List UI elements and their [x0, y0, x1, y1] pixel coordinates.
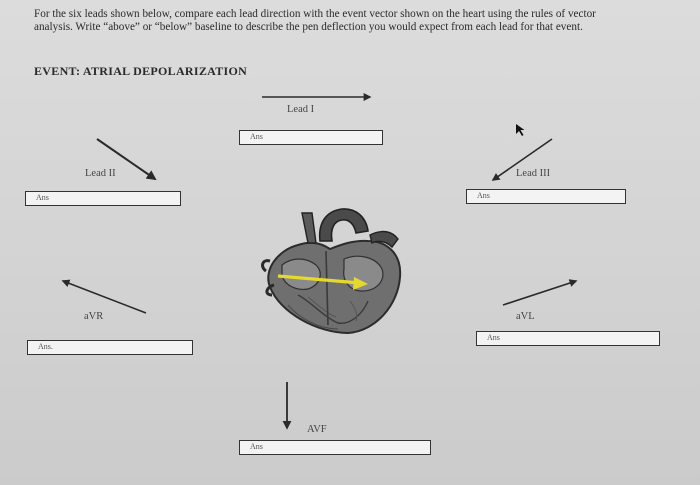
- avf-label: AVF: [307, 424, 327, 435]
- lead1-answer-field[interactable]: Ans: [239, 130, 383, 145]
- event-title: EVENT: ATRIAL DEPOLARIZATION: [34, 64, 248, 78]
- avl-label: aVL: [516, 311, 535, 322]
- lead2-answer-field[interactable]: Ans: [25, 191, 181, 206]
- avr-answer-field[interactable]: Ans.: [27, 340, 193, 355]
- avf-answer-field[interactable]: Ans: [239, 440, 431, 455]
- lead3-answer-field[interactable]: Ans: [466, 189, 626, 204]
- cursor-icon: [516, 124, 525, 136]
- instructions-text: For the six leads shown below, compare each lead direction with the event vector shown on the heart using the rules of vector analysis. Write “above” or “below” baseline to describe the pen deflection you would expect from each lead for that event.: [34, 8, 596, 33]
- lead2-label: Lead II: [85, 168, 116, 179]
- lead1-label: Lead I: [287, 104, 315, 115]
- avl-answer-field[interactable]: Ans: [476, 331, 660, 346]
- avr-arrow: [63, 281, 146, 313]
- lead3-label: Lead III: [516, 168, 551, 179]
- heart-illustration: [258, 205, 408, 337]
- avr-label: aVR: [84, 311, 104, 322]
- avl-arrow: [503, 281, 576, 305]
